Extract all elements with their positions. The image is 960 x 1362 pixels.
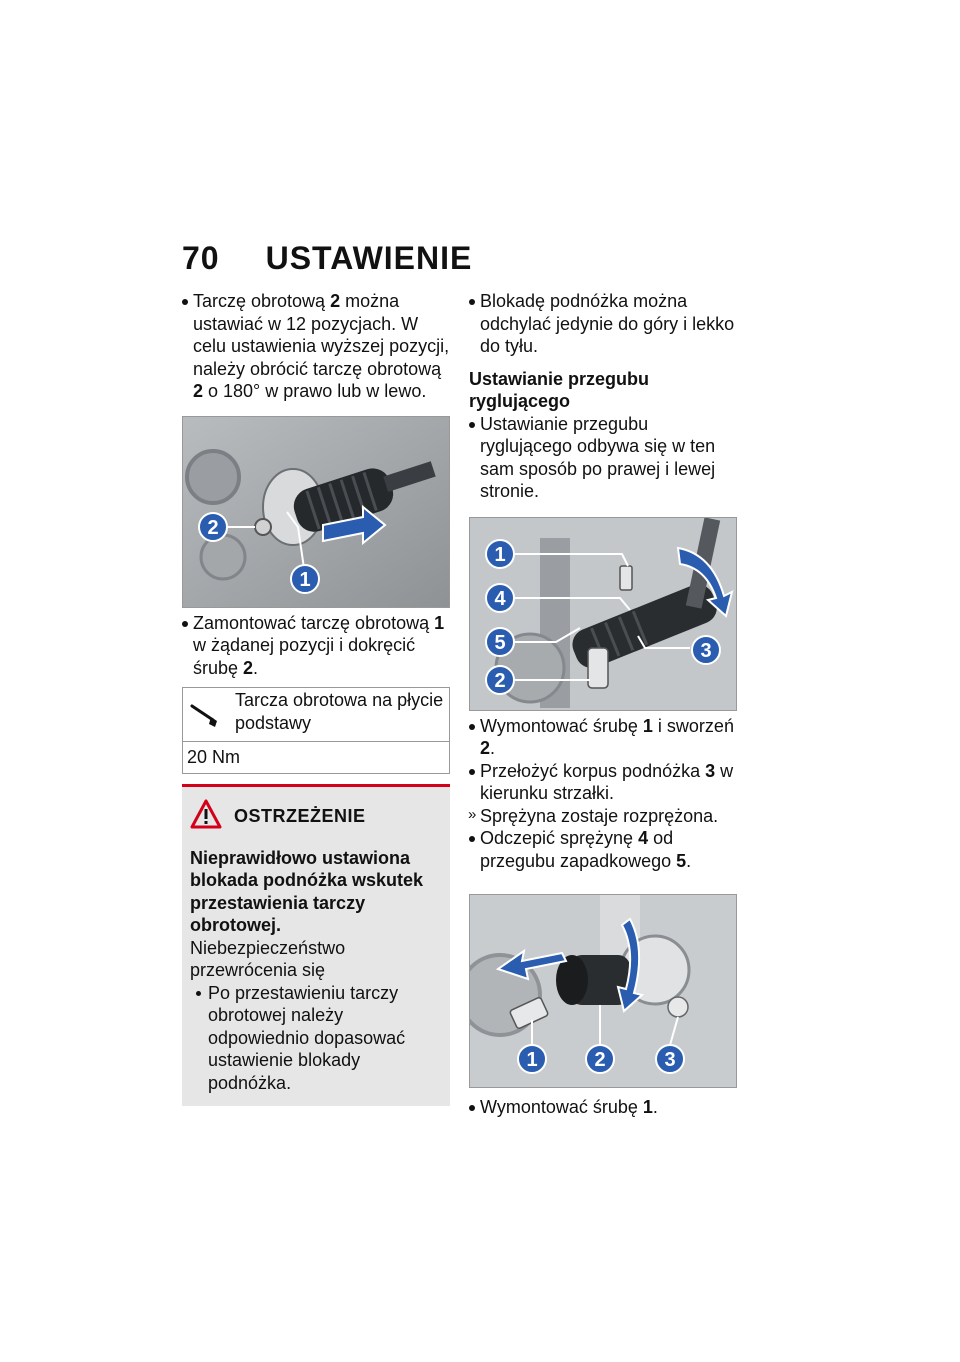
callout-2: 2: [494, 669, 506, 692]
callout-2: 2: [207, 516, 219, 539]
spec-label: Tarcza obrotowa na płycie podstawy: [235, 690, 444, 733]
torque-spec-table: [182, 687, 450, 774]
instruction-item: Przełożyć korpus podnóżka 3 w kierunku strzałki.: [480, 760, 734, 803]
section-heading: Ustawianie przegubu ryglującego: [469, 368, 650, 411]
figure-rotary-disc: [182, 416, 450, 608]
figure-locking-joint: [469, 517, 737, 711]
instruction-item: Wymontować śrubę 1.: [480, 1097, 658, 1117]
result-item: » Sprężyna zostaje rozprężona.: [468, 805, 719, 826]
instruction-item: Blokadę podnóżka można odchylać jedynie do góry i lekko do tyłu.: [480, 291, 735, 356]
callout-1: 1: [299, 568, 311, 591]
instruction-item: Odczepić sprężynę 4 od przegubu zapadkowego 5.: [480, 828, 692, 871]
callout-1: 1: [526, 1049, 538, 1071]
warning-consequence: Niebezpieczeństwo przewrócenia się: [190, 937, 346, 980]
left-column: [182, 290, 450, 1106]
torque-wrench-icon: [183, 688, 231, 741]
warning-cause: Nieprawidłowo ustawiona blokada podnóżka wskutek przestawienia tarczy obrotowej.: [190, 847, 424, 935]
spec-value: 20 Nm: [182, 742, 450, 774]
warning-box: [182, 784, 450, 1107]
instruction-item: Zamontować tarczę obrotową 1 w żądanej pozycji i dokręcić śrubę 2.: [193, 612, 445, 678]
callout-5: 5: [494, 631, 506, 654]
instruction-item: Ustawianie przegubu ryglującego odbywa się w ten sam sposób po prawej i lewej stronie.: [480, 413, 716, 501]
chapter-title: USTAWIENIE: [265, 240, 473, 276]
callout-3: 3: [700, 639, 712, 662]
warning-title: OSTRZEŻENIE: [234, 806, 366, 827]
figure-screw-removal: [469, 894, 737, 1088]
warning-action: Po przestawieniu tarczy obrotowej należy odpowiednio dopasować ustawienie blokady podnóżka.: [190, 982, 444, 1095]
callout-1: 1: [494, 543, 506, 566]
right-column: [469, 290, 737, 1119]
page-number: 70: [182, 240, 220, 276]
instruction-item: Tarczę obrotową 2 można ustawiać w 12 pozycjach. W celu ustawienia wyższej pozycji, należy obrócić tarczę obrotową 2 o 180° w prawo lub w lewo.: [193, 291, 450, 401]
callout-3: 3: [664, 1049, 676, 1071]
callout-4: 4: [494, 587, 506, 610]
result-arrow-icon: »: [468, 805, 477, 823]
callout-2: 2: [594, 1049, 606, 1071]
warning-triangle-icon: [190, 799, 222, 835]
page-header: [182, 240, 472, 280]
instruction-item: Wymontować śrubę 1 i sworzeń 2.: [480, 715, 734, 758]
